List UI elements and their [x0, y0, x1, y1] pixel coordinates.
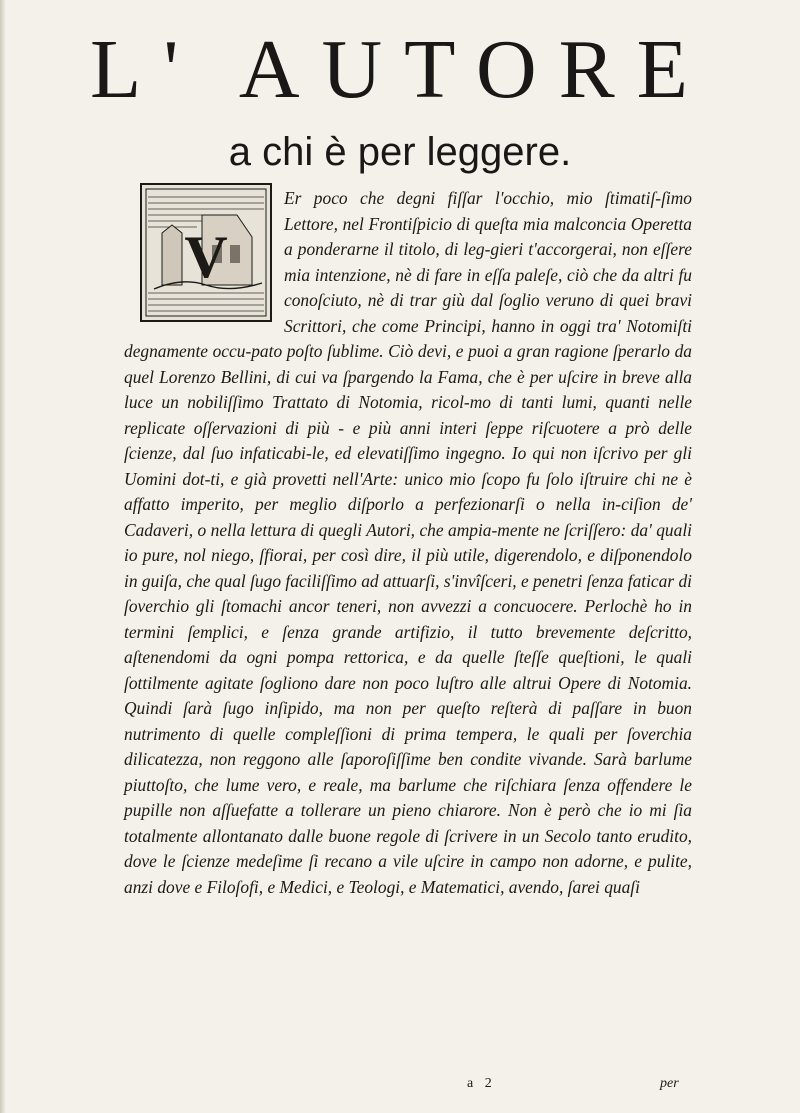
page-subtitle: a chi è per leggere.	[228, 130, 572, 174]
body-text	[124, 186, 692, 900]
page-title: L' AUTORE	[90, 23, 710, 116]
signature-mark: a 2	[467, 1076, 496, 1091]
body-paragraph: Er poco che degni fiſſar l'occhio, mio ſtimatiſ-ſimo Lettore, nel Frontiſpicio di queſta mia malconcia Operetta a ponderarne il titolo, di leg-gieri t'accorgerai, non eſſere mia intenzione, nè di fare in eſſa paleſe, ciò che da altri fu conoſciuto, nè di trar giù dal ſoglio veruno di quei bravi Scrittori, che come Principi, hanno in oggi tra' Notomiſti degnamente occu-pato poſto ſublime. Ciò devi, e puoi a gran ragione ſperarlo da quel Lorenzo Bellini, di cui va ſpargendo la Fama, che è per uſcire in breve alla luce un nobiliſſimo Trattato di Notomia, ricol-mo di tanti lumi, quanti nelle replicate oſſervazioni di più - e più anni interi ſeppe riſcuotere a prò delle ſcienze, dal ſuo infaticabi-le, ed elevatiſſimo ingegno. Io qui non iſcrivo per gli Uomini dot-ti, e già provetti nell'Arte: unico mio ſcopo fu ſolo iſtruire chi ne è affatto imperito, per meglio diſporlo a perfezionarſi o nella in-ciſion de' Cadaveri, o nella lettura di quegli Autori, che ampia-mente ne ſcriſſero: da' quali io pure, nol niego, ſfiorai, per così dire, il più utile, digerendolo, e diſponendolo in guiſa, che qual ſugo faciliſſimo ad attuarſi, s'invîſceri, e penetri ſenza faticar di ſoverchio gli ſtomachi ancor teneri, non avvezzi a concuocere. Perlochè ho in termini ſemplici, e ſenza grande artifizio, il tutto brevemente deſcritto, aſtenendomi da ogni pompa rettorica, e da quelle ſteſſe queſtioni, le quali ſottilmente agitate ſogliono dare non poco luſtro alle altrui Opere di Notomia. Quindi ſarà ſugo inſipido, ma non per queſto reſterà di paſſare in buon nutrimento di quelle compleſſioni di prima tempera, le quali per ſoverchia dilicatezza, non reggono alle ſaporoſiſſime ben condite vivande. Sarà barlume piuttoſto, che lume vero, e reale, ma barlume che riſchiara ſenza offendere le pupille non aſſuefatte a tollerare un pieno chiarore. Non è però che io mi ſia totalmente allontanato dalle buone regole di ſcrivere in un Secolo tanto erudito, dove le ſcienze medeſime ſi recano a vile uſcire in campo non adorne, e pulite, anzi dove e Filoſofi, e Medici, e Teologi, e Matematici, avendo, ſarei quaſi	[124, 188, 692, 897]
svg-text:V: V	[184, 224, 228, 290]
catchword: per	[660, 1076, 679, 1091]
page-footer	[0, 1076, 800, 1100]
